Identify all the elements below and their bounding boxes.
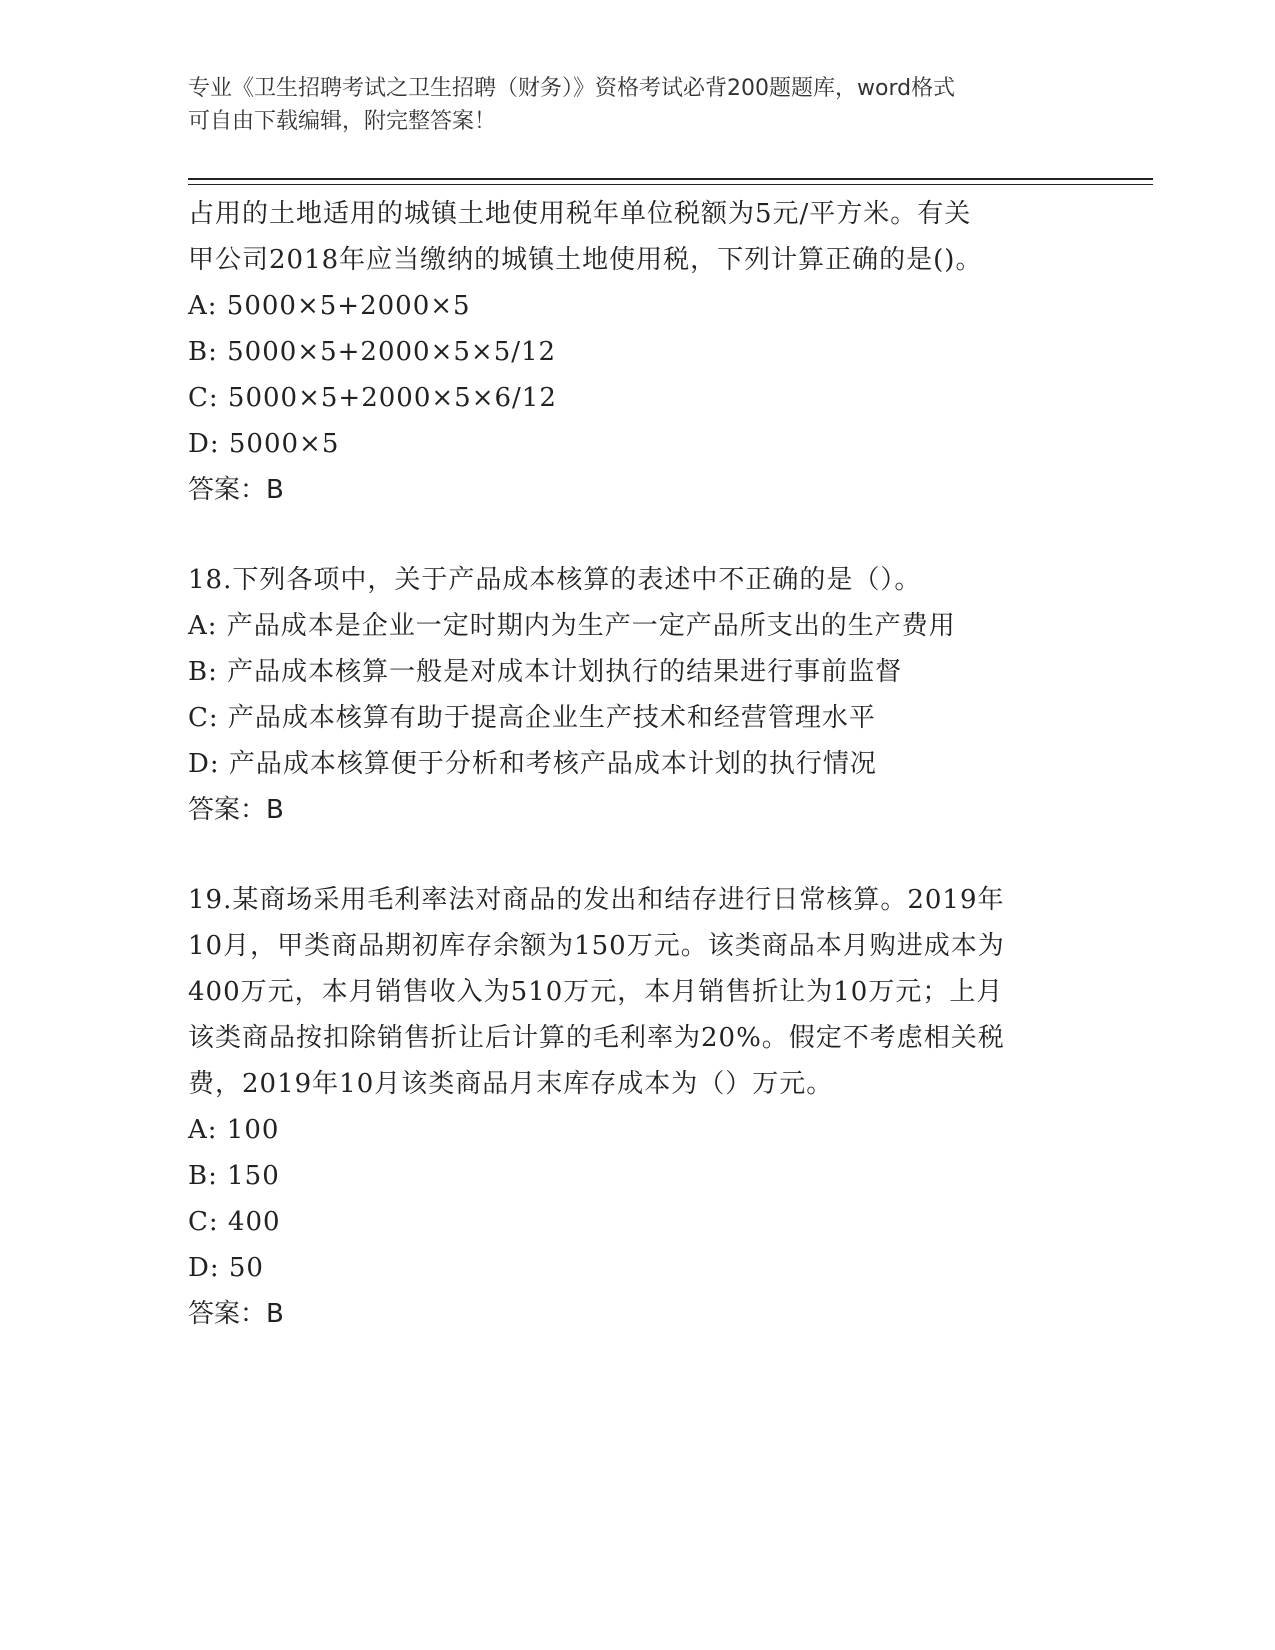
question-19 [188, 877, 1088, 1337]
question-18 [188, 557, 1088, 833]
option-c: C: 产品成本核算有助于提高企业生产技术和经营管理水平 [188, 703, 876, 733]
answer-line: 答案：B [188, 475, 284, 505]
document-body [188, 191, 1088, 1337]
option-c: C: 400 [188, 1207, 281, 1237]
option-a: A: 100 [188, 1115, 280, 1145]
question-stem-line: 19.某商场采用毛利率法对商品的发出和结存进行日常核算。2019年 [188, 885, 1005, 915]
option-a: A: 产品成本是企业一定时期内为生产一定产品所支出的生产费用 [188, 611, 956, 641]
question-stem-line: 400万元，本月销售收入为510万元，本月销售折让为10万元；上月 [188, 977, 1004, 1007]
question-stem-line: 占用的土地适用的城镇土地使用税年单位税额为5元/平方米。有关 [188, 199, 972, 229]
option-d: D: 产品成本核算便于分析和考核产品成本计划的执行情况 [188, 749, 877, 779]
answer-line: 答案：B [188, 795, 284, 825]
question-stem-line: 甲公司2018年应当缴纳的城镇土地使用税，下列计算正确的是()。 [188, 245, 983, 275]
option-d: D: 50 [188, 1253, 264, 1283]
header-line-1: 专业《卫生招聘考试之卫生招聘（财务）》资格考试必背200题题库，word格式 [188, 76, 956, 101]
document-header [188, 72, 1088, 138]
question-17 [188, 191, 1088, 513]
option-b: B: 150 [188, 1161, 280, 1191]
spacer [188, 513, 1088, 557]
question-stem-line: 18.下列各项中，关于产品成本核算的表述中不正确的是（）。 [188, 565, 922, 595]
option-d: D: 5000×5 [188, 429, 340, 459]
header-line-2: 可自由下载编辑，附完整答案！ [188, 109, 497, 134]
option-c: C: 5000×5+2000×5×6/12 [188, 383, 557, 413]
question-stem-line: 10月，甲类商品期初库存余额为150万元。该类商品本月购进成本为 [188, 931, 1005, 961]
header-divider-thick [188, 178, 1153, 180]
question-stem-line: 费，2019年10月该类商品月末库存成本为（）万元。 [188, 1069, 834, 1099]
option-a: A: 5000×5+2000×5 [188, 291, 471, 321]
answer-line: 答案：B [188, 1299, 284, 1329]
spacer [188, 833, 1088, 877]
header-divider-thin [188, 184, 1153, 185]
option-b: B: 产品成本核算一般是对成本计划执行的结果进行事前监督 [188, 657, 903, 687]
question-stem-line: 该类商品按扣除销售折让后计算的毛利率为20%。假定不考虑相关税 [188, 1023, 1005, 1053]
option-b: B: 5000×5+2000×5×5/12 [188, 337, 557, 367]
